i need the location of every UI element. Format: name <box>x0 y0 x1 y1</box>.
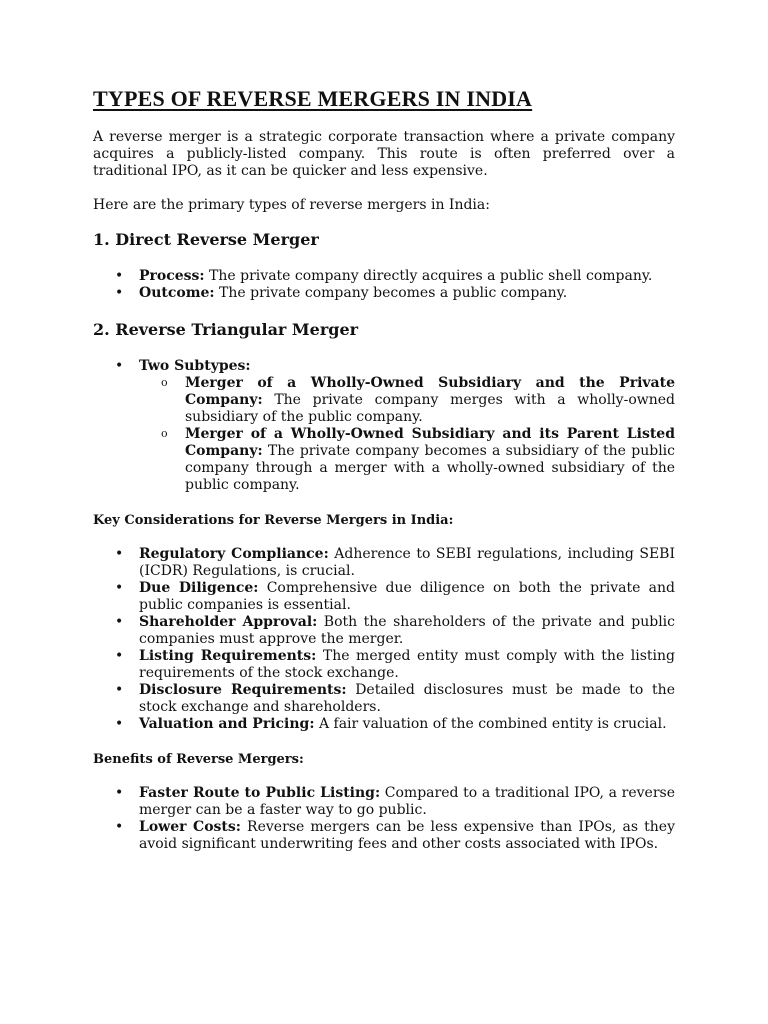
list-item-text: Detailed disclosures must be made to the stock exchange and shareholders. <box>139 682 675 715</box>
considerations-list <box>93 546 675 733</box>
list-item-text: Both the shareholders of the private and public companies must approve the merger. <box>139 614 675 647</box>
section-heading-triangular: 2. Reverse Triangular Merger <box>93 320 359 339</box>
list-item <box>93 716 675 733</box>
list-item-text: The private company directly acquires a public shell company. <box>204 268 653 284</box>
list-item-term: Merger of a Wholly-Owned Subsidiary and the Private Company: <box>185 375 675 408</box>
triangular-merger-list <box>93 358 675 494</box>
direct-merger-list <box>93 268 675 302</box>
list-item <box>93 648 675 682</box>
list-item-term: Outcome: <box>139 285 215 301</box>
list-item-term: Disclosure Requirements: <box>139 682 347 698</box>
list-item <box>93 614 675 648</box>
section-heading-direct: 1. Direct Reverse Merger <box>93 230 319 249</box>
list-item <box>93 580 675 614</box>
list-item-term: Listing Requirements: <box>139 648 317 664</box>
list-item-text: Reverse mergers can be less expensive than IPOs, as they avoid significant underwriting fees and other costs associated with IPOs. <box>139 819 675 852</box>
list-item <box>93 682 675 716</box>
list-item-term: Shareholder Approval: <box>139 614 318 630</box>
list-item-text: Adherence to SEBI regulations, including SEBI (ICDR) Regulations, is crucial. <box>139 546 675 579</box>
sub-list-item <box>139 375 675 426</box>
list-item-term: Due Diligence: <box>139 580 259 596</box>
list-item-term: Valuation and Pricing: <box>139 716 315 732</box>
list-item-text: The private company becomes a subsidiary of the public company through a merger with a wholly-owned subsidiary of the public company. <box>185 443 675 493</box>
sub-list-item <box>139 426 675 494</box>
list-item-text: A fair valuation of the combined entity is crucial. <box>314 716 667 732</box>
list-item-text: Comprehensive due diligence on both the private and public companies is essential. <box>139 580 675 613</box>
list-item-text: The merged entity must comply with the listing requirements of the stock exchange. <box>139 648 675 681</box>
list-item-term: Process: <box>139 268 205 284</box>
benefits-heading: Benefits of Reverse Mergers: <box>93 752 304 767</box>
list-item-term: Lower Costs: <box>139 819 241 835</box>
list-item-text: Compared to a traditional IPO, a reverse merger can be a faster way to go public. <box>139 785 675 818</box>
list-item-term: Faster Route to Public Listing: <box>139 785 381 801</box>
subtypes-label: Two Subtypes: <box>139 358 251 374</box>
page-title: TYPES OF REVERSE MERGERS IN INDIA <box>93 86 533 111</box>
list-item <box>93 358 675 494</box>
lead-paragraph: Here are the primary types of reverse mergers in India: <box>93 197 490 213</box>
list-item <box>93 785 675 819</box>
list-item-text: The private company merges with a wholly-owned subsidiary of the public company. <box>185 392 675 425</box>
list-item <box>93 268 675 285</box>
considerations-heading: Key Considerations for Reverse Mergers in India: <box>93 513 454 528</box>
intro-paragraph: A reverse merger is a strategic corporate transaction where a private company acquires a publicly-listed company. This route is often preferred over a traditional IPO, as it can be quicker and less expensive. <box>93 129 675 179</box>
list-item-text: The private company becomes a public company. <box>214 285 568 301</box>
subtypes-list <box>139 375 675 494</box>
list-item <box>93 819 675 853</box>
benefits-list <box>93 785 675 853</box>
list-item <box>93 285 675 302</box>
list-item <box>93 546 675 580</box>
list-item-term: Merger of a Wholly-Owned Subsidiary and its Parent Listed Company: <box>185 426 675 459</box>
list-item-term: Regulatory Compliance: <box>139 546 329 562</box>
